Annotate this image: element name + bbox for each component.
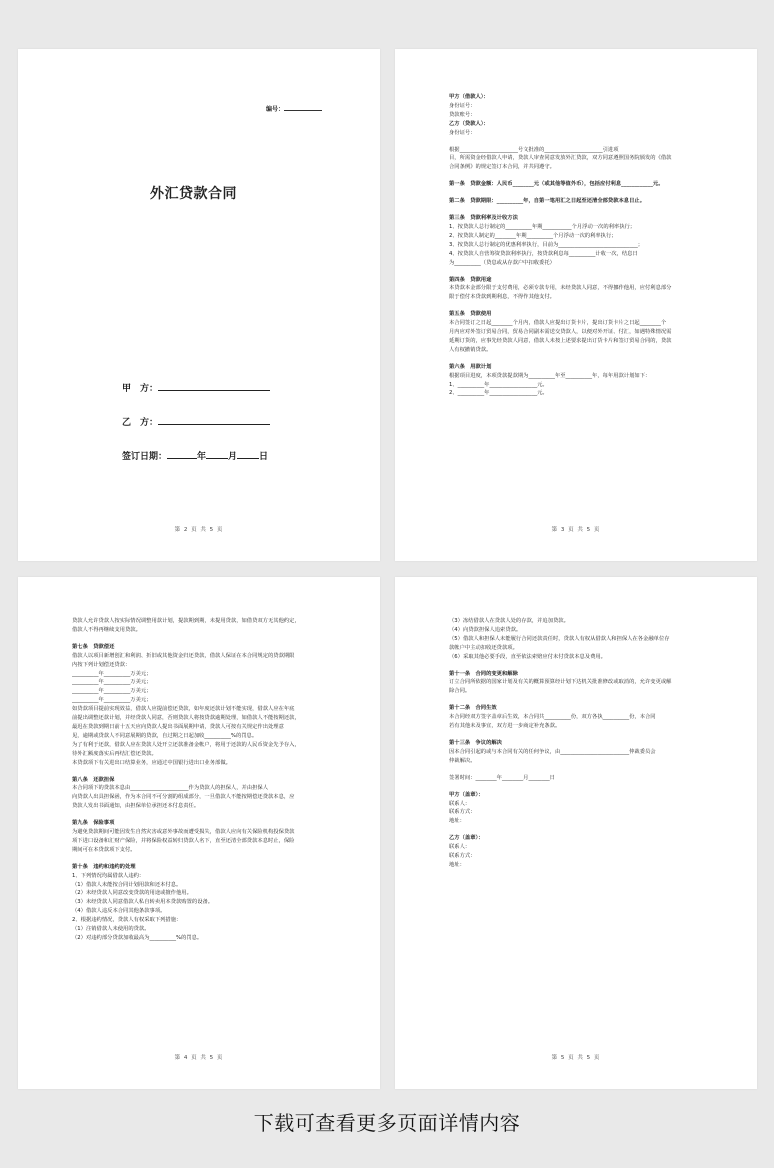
paragraph-gap	[72, 768, 328, 776]
party-a-label: 甲 方：	[122, 384, 159, 394]
section-heading: 第四条 贷款用途	[449, 276, 492, 283]
text-line: 最迟在贷款到期日前十五天应向贷款人提出书面展期申请，贷款人可按有关规定作出处理意	[72, 723, 284, 730]
text-line: （1）注销借款人未使用的贷款。	[72, 926, 150, 933]
text-line: 1、下列情况均属借款人违约：	[72, 872, 145, 879]
paragraph-gap	[449, 172, 705, 180]
paragraph-gap	[449, 138, 705, 146]
paragraph-gap	[449, 355, 705, 363]
text-line: 因本合同引起的或与本合同有关的任何争议，由__________________________仲裁委员会	[449, 748, 656, 755]
text-line: （4）向贷款担保人追索贷款。	[449, 626, 522, 633]
text-line: __________年__________万美元；	[72, 679, 152, 686]
text-line: 贷款人允许贷款人按实际情况调整用款计划，提款期到期，未提用贷款，如借贷双方无其他约定，	[72, 618, 300, 624]
text-line: （4）借款人违反本合同其他条款事项。	[72, 908, 166, 915]
section-heading: 第八条 还款担保	[72, 776, 115, 783]
text-line: 限于偿付本贷款到期利息，不得作其他支付。	[449, 294, 555, 301]
section-heading: 第七条 贷款偿还	[72, 643, 115, 650]
section-heading: 甲方（盖章）：	[449, 791, 484, 798]
document-page-cover	[18, 49, 380, 561]
page-3-body	[449, 93, 705, 398]
text-line: 贷款人发出书面通知，由担保单位承担还本付息责任。	[72, 803, 200, 810]
section-heading: 第九条 保险事项	[72, 820, 115, 827]
text-line: 本贷款本金部分限于支付费用，必须专款专用，未经贷款人同意，不得挪作他用，应付利息部分	[449, 285, 672, 292]
text-line: 目，所需资金经借款人申请，贷款人审查同意发放外汇贷款，双方同意遵照国务院颁发的《借款	[449, 155, 672, 162]
page-4-body	[72, 617, 328, 943]
text-line: 前提出调整还款计划，并经贷款人同意，否则贷款人将按贷款逾期处理，如借款人不能按期还款，	[72, 715, 300, 722]
text-line: 为了有利于还款，借款人应在贷款人处开立还款准备金帐户，将用于还款的人民币资金先予存入，	[72, 741, 300, 748]
text-line: 项下进口设备和汇财产保险，并将保险权益转归贷款人名下，直至还清全部贷款本息时止，保险	[72, 837, 295, 844]
page-number: 第 3 页 共 5 页	[551, 527, 601, 533]
paragraph-gap	[449, 783, 705, 791]
sign-date-label: 签订日期：	[122, 452, 168, 462]
text-line: 地址：	[449, 861, 465, 868]
text-line: 借款人不得再继续支用贷款。	[72, 626, 141, 633]
text-line: 向贷款人出具担保函，作为本合同不可分割的组成部分，一旦借款人不能按期偿还贷款本息，应	[72, 794, 295, 801]
text-line: 根据______________________号文批准的______________________引进项	[449, 146, 619, 153]
party-b-field	[122, 415, 270, 428]
text-line: 2、按贷款人制定的________年期__________个月浮动一次的利率执行；	[449, 232, 617, 239]
text-line: 联系方式：	[449, 853, 476, 860]
party-b-blank	[158, 415, 270, 425]
paragraph-gap	[449, 302, 705, 310]
text-line: __________年__________万美元；	[72, 670, 152, 677]
text-line: 4、按贷款人自营筹资贷款利率执行，按贷款利息每__________计收一次，结息日	[449, 250, 638, 257]
section-heading: 第五条 贷款使用	[449, 311, 492, 318]
day-label: 日	[259, 452, 269, 462]
paragraph-gap	[72, 811, 328, 819]
paragraph-gap	[449, 696, 705, 704]
day-blank	[237, 449, 259, 459]
text-line: 内按下列计划偿还贷款：	[72, 661, 131, 668]
text-line: 为避免贷款期间可能因发生自然灾害或意外事故而遭受损失，借款人应向有关保险机构投保贷款	[72, 829, 295, 836]
text-line: （1）借款人未能按合同计划用款和还本付息。	[72, 881, 182, 888]
text-line: （2）对违约部分贷款加收最高为__________%的罚息。	[72, 935, 203, 941]
section-heading: 第十二条 合同生效	[449, 705, 497, 712]
text-line: 仲裁解决。	[449, 757, 476, 764]
text-line: 本合同签订之日起________个月内，借款人应提出订货卡片，提出订货卡片之日起________个	[449, 320, 667, 327]
section-heading: 第十三条 争议的解决	[449, 739, 502, 746]
page-number: 第 2 页 共 5 页	[174, 527, 224, 533]
text-line: 联系方式：	[449, 809, 476, 816]
section-heading: 第十条 违约和违约的处理	[72, 863, 136, 870]
text-line: 月内应对外签订贸易合同，贸易合同副本需送交贷款人，以便对外开证、付汇，如遇特殊情况需	[449, 329, 672, 336]
text-line: 除合同。	[449, 688, 471, 695]
section-heading: 第一条 贷款金额：人民币________元（或其他等值外币），包括应付利息____________元。	[449, 181, 664, 188]
text-line: （5）借款人和担保人未能履行合同还款责任时，贷款人有权从借款人和担保人在各金融单位存	[449, 635, 670, 642]
paragraph-gap	[449, 766, 705, 774]
text-line: 见，逾期或贷款人不同意展期的贷款，自过期之日起加收__________%的罚息。	[72, 732, 258, 739]
text-line: __________年__________万美元；	[72, 697, 152, 704]
party-a-blank	[158, 381, 270, 391]
text-line: 根据项目进度，本项贷款提款期为__________年至__________年，每年用款计划如下：	[449, 372, 651, 379]
page-5-body	[449, 617, 705, 870]
text-line: 3、按贷款人总行制定的优惠利率执行，目前为______________________________；	[449, 241, 644, 248]
text-line: 如贷款项目提前实现效益，借款人应提前偿还贷款，如年度还款计划不能实现，借款人应在年底	[72, 706, 295, 713]
text-line: 期间可在本贷款项下支付。	[72, 846, 136, 853]
page-number: 第 5 页 共 5 页	[551, 1055, 601, 1061]
year-blank	[167, 449, 197, 459]
document-page-3	[395, 49, 757, 561]
text-line: 订立合同所依据的国家计划及有关的概算预算经计划下达机关批准修改或取消的，允许变更或解	[449, 679, 672, 686]
text-line: （6）采取其他必要手段，直至依法索赔应付未付贷款本息及费用。	[449, 653, 606, 660]
text-line: 签署时间：________年________月________日	[449, 774, 555, 781]
text-line: 延期订货的，应事先经贷款人同意，借款人未按上述要求提出订货卡片和签订贸易合同的，贷款	[449, 337, 672, 344]
text-line: 2、__________年__________________元。	[449, 390, 548, 397]
section-heading: 第三条 贷款利率及计收方法	[449, 215, 518, 222]
text-line: 待外汇额度落实后再结汇偿还贷款。	[72, 750, 157, 757]
paragraph-gap	[72, 855, 328, 863]
document-page-4	[18, 577, 380, 1089]
document-page-5	[395, 577, 757, 1089]
text-line: 借款人以项目新增创汇和利润、折旧或其他资金归还贷款，借款人保证在本合同规定的贷款期限	[72, 652, 295, 659]
text-line: 本贷款项下有关进出口结算业务，应通过中国银行进出口业务部做。	[72, 759, 231, 766]
section-heading: 乙方（贷款人）：	[449, 120, 489, 127]
party-a-field	[122, 381, 270, 394]
text-line: 为__________（贷息或从存款户中扣收委托）	[449, 259, 555, 266]
paragraph-gap	[449, 662, 705, 670]
paragraph-gap	[449, 826, 705, 834]
text-line: 款帐户中主动扣收还贷款项。	[449, 644, 518, 651]
text-line: 本合同经双方签字盖章后生效，本合同共__________份，双方各执__________份，本合同	[449, 714, 656, 721]
paragraph-gap	[449, 189, 705, 197]
text-line: 身份证号：	[449, 129, 476, 136]
section-heading: 第六条 用款计划	[449, 363, 492, 370]
section-heading: 第二条 贷款期限：__________年，自第一笔用汇之日起至还清全部贷款本息日止。	[449, 198, 645, 205]
text-line: 若有其他未及事宜，双方进一步商定补充条款。	[449, 723, 561, 730]
text-line: （2）未经贷款人同意改变贷款的用途或擅作他用。	[72, 890, 192, 897]
text-line: 身份证号：	[449, 102, 476, 109]
section-heading: 第十一条 合同的变更和解除	[449, 670, 518, 677]
month-label: 月	[228, 452, 238, 462]
month-blank	[206, 449, 228, 459]
text-line: 本合同项下的贷款本息由______________________作为贷款人的担保人，并由担保人	[72, 785, 268, 792]
text-line: 贷款账号：	[449, 111, 476, 118]
paragraph-gap	[449, 731, 705, 739]
text-line: 地址：	[449, 818, 465, 825]
page-number: 第 4 页 共 5 页	[174, 1055, 224, 1061]
download-more-caption: 下载可查看更多页面详情内容	[253, 1111, 521, 1135]
section-heading: 乙方（盖章）：	[449, 835, 484, 842]
text-line: （3）未经贷款人同意借款人私自转卖用本贷款购置的设备。	[72, 899, 214, 906]
text-line: 合同条例》的规定签订本合同，并共同遵守。	[449, 164, 555, 171]
year-label: 年	[197, 452, 207, 462]
text-line: 2、根据违约情况，贷款人有权采取下列措施：	[72, 917, 182, 924]
paragraph-gap	[449, 268, 705, 276]
section-heading: 甲方（借款人）：	[449, 94, 489, 100]
paragraph-gap	[72, 635, 328, 643]
text-line: 联系人：	[449, 844, 471, 851]
text-line: （3）冻结借款人在贷款人处的存款，并追加贷款。	[449, 618, 569, 624]
sign-date-field	[122, 449, 268, 462]
document-title: 外汇贷款合同	[150, 186, 237, 202]
text-line: 1、按贷款人总行制定的__________年期___________个月浮动一次的利率执行；	[449, 223, 636, 230]
text-line: 人有权撤销贷款。	[449, 346, 492, 353]
contract-number-field	[266, 104, 322, 113]
paragraph-gap	[449, 206, 705, 214]
text-line: __________年__________万美元；	[72, 688, 152, 695]
party-b-label: 乙 方：	[122, 418, 159, 428]
text-line: 1、__________年__________________元。	[449, 381, 548, 388]
text-line: 联系人：	[449, 800, 471, 807]
contract-number-blank	[284, 104, 322, 111]
contract-number-label: 编号：	[266, 106, 285, 113]
